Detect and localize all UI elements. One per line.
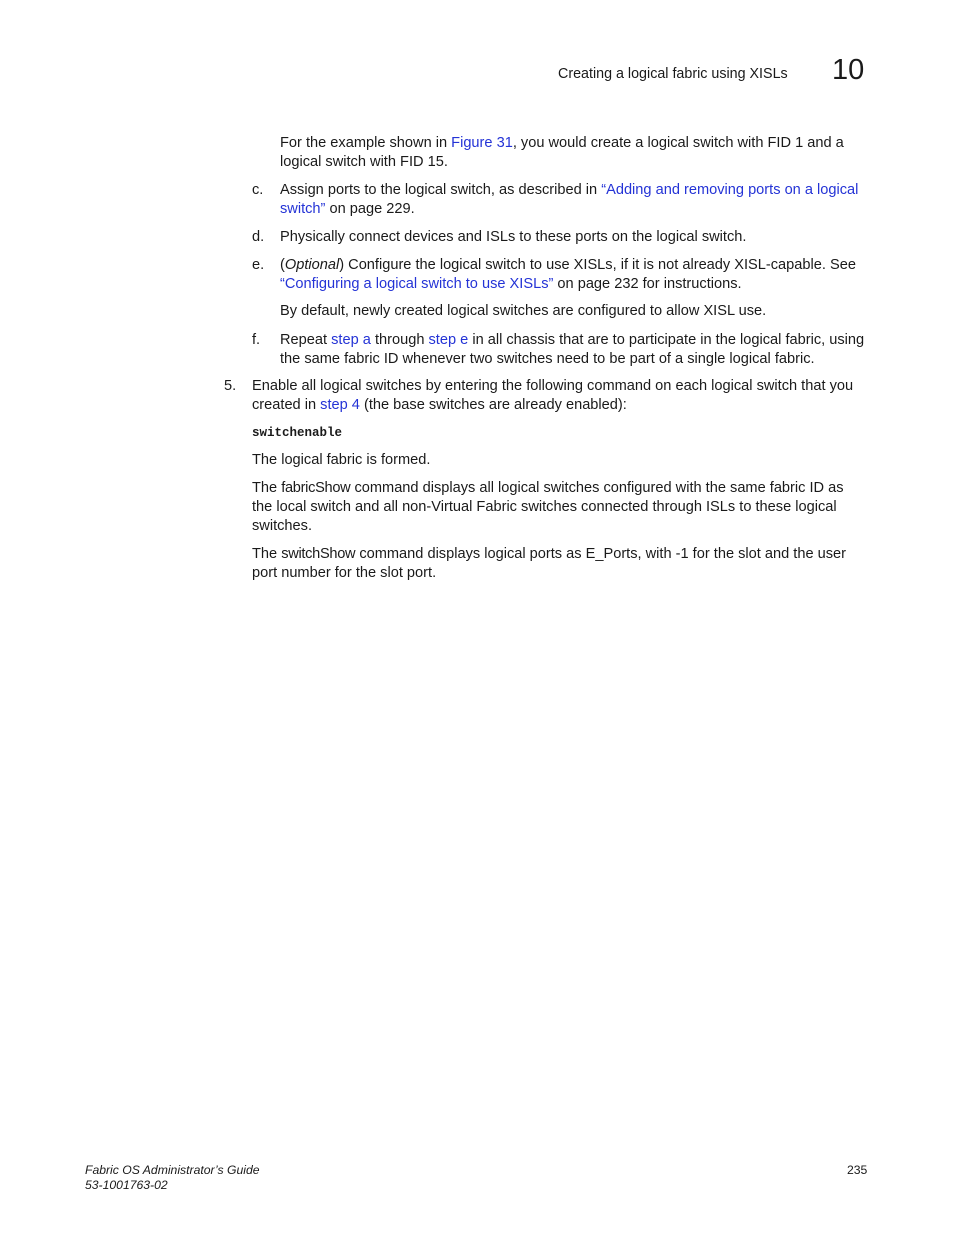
fabric-formed-text: The logical fabric is formed. — [252, 452, 431, 468]
step-4-link[interactable]: step 4 — [320, 397, 360, 413]
footer-doc-number: 53-1001763-02 — [85, 1178, 168, 1192]
step-a-link[interactable]: step a — [331, 332, 371, 348]
figure-link[interactable]: Figure 31 — [451, 135, 513, 151]
step-e-note: By default, newly created logical switches are configured to allow XISL use. — [280, 303, 767, 319]
switchshow-paragraph: The switchShow command displays logical ports as E_Ports, with -1 for the slot and the user port number for the slot port. — [252, 546, 847, 581]
step-c-marker: c. — [252, 182, 264, 198]
command-switchenable: switchenable — [252, 426, 343, 440]
running-header-title: Creating a logical fabric using XISLs — [558, 66, 788, 82]
step-c-text: Assign ports to the logical switch, as described in “Adding and removing ports on a logical switch” on page 229. — [280, 182, 859, 217]
example-paragraph: For the example shown in Figure 31, you would create a logical switch with FID 1 and a logical switch with FID 15. — [280, 135, 844, 170]
step-e-text: (Optional) Configure the logical switch to use XISLs, if it is not already XISL-capable. See “Configuring a logical switch to use XISLs” on page 232 for instructions. — [280, 257, 856, 292]
step-d-text: Physically connect devices and ISLs to these ports on the logical switch. — [280, 229, 747, 245]
chapter-number: 10 — [832, 54, 865, 86]
adding-removing-ports-link[interactable]: “Adding and removing ports on a logical switch” — [280, 182, 859, 217]
footer-guide-title: Fabric OS Administrator’s Guide — [85, 1163, 260, 1177]
step-5-marker: 5. — [224, 378, 237, 394]
footer-page-number: 235 — [847, 1163, 868, 1177]
step-e-link[interactable]: step e — [428, 332, 469, 348]
step-5-text: Enable all logical switches by entering the following command on each logical switch that you created in step 4 (the base switches are already enabled): — [252, 378, 854, 413]
switchshow-command: switchShow — [281, 546, 356, 562]
step-d-marker: d. — [252, 229, 265, 245]
step-f-text: Repeat step a through step e in all chassis that are to participate in the logical fabric, using the same fabric ID whenever two switches need to be part of a single logical fabric. — [280, 332, 865, 367]
configuring-xisls-link[interactable]: “Configuring a logical switch to use XISLs” — [280, 276, 554, 292]
fabricshow-paragraph: The fabricShow command displays all logical switches configured with the same fabric ID as the local switch and all non-Virtual Fabric switches connected through ISLs to these logical switches. — [252, 480, 844, 534]
step-f-marker: f. — [252, 332, 261, 348]
step-e-marker: e. — [252, 257, 265, 273]
fabricshow-command: fabricShow — [281, 480, 351, 496]
